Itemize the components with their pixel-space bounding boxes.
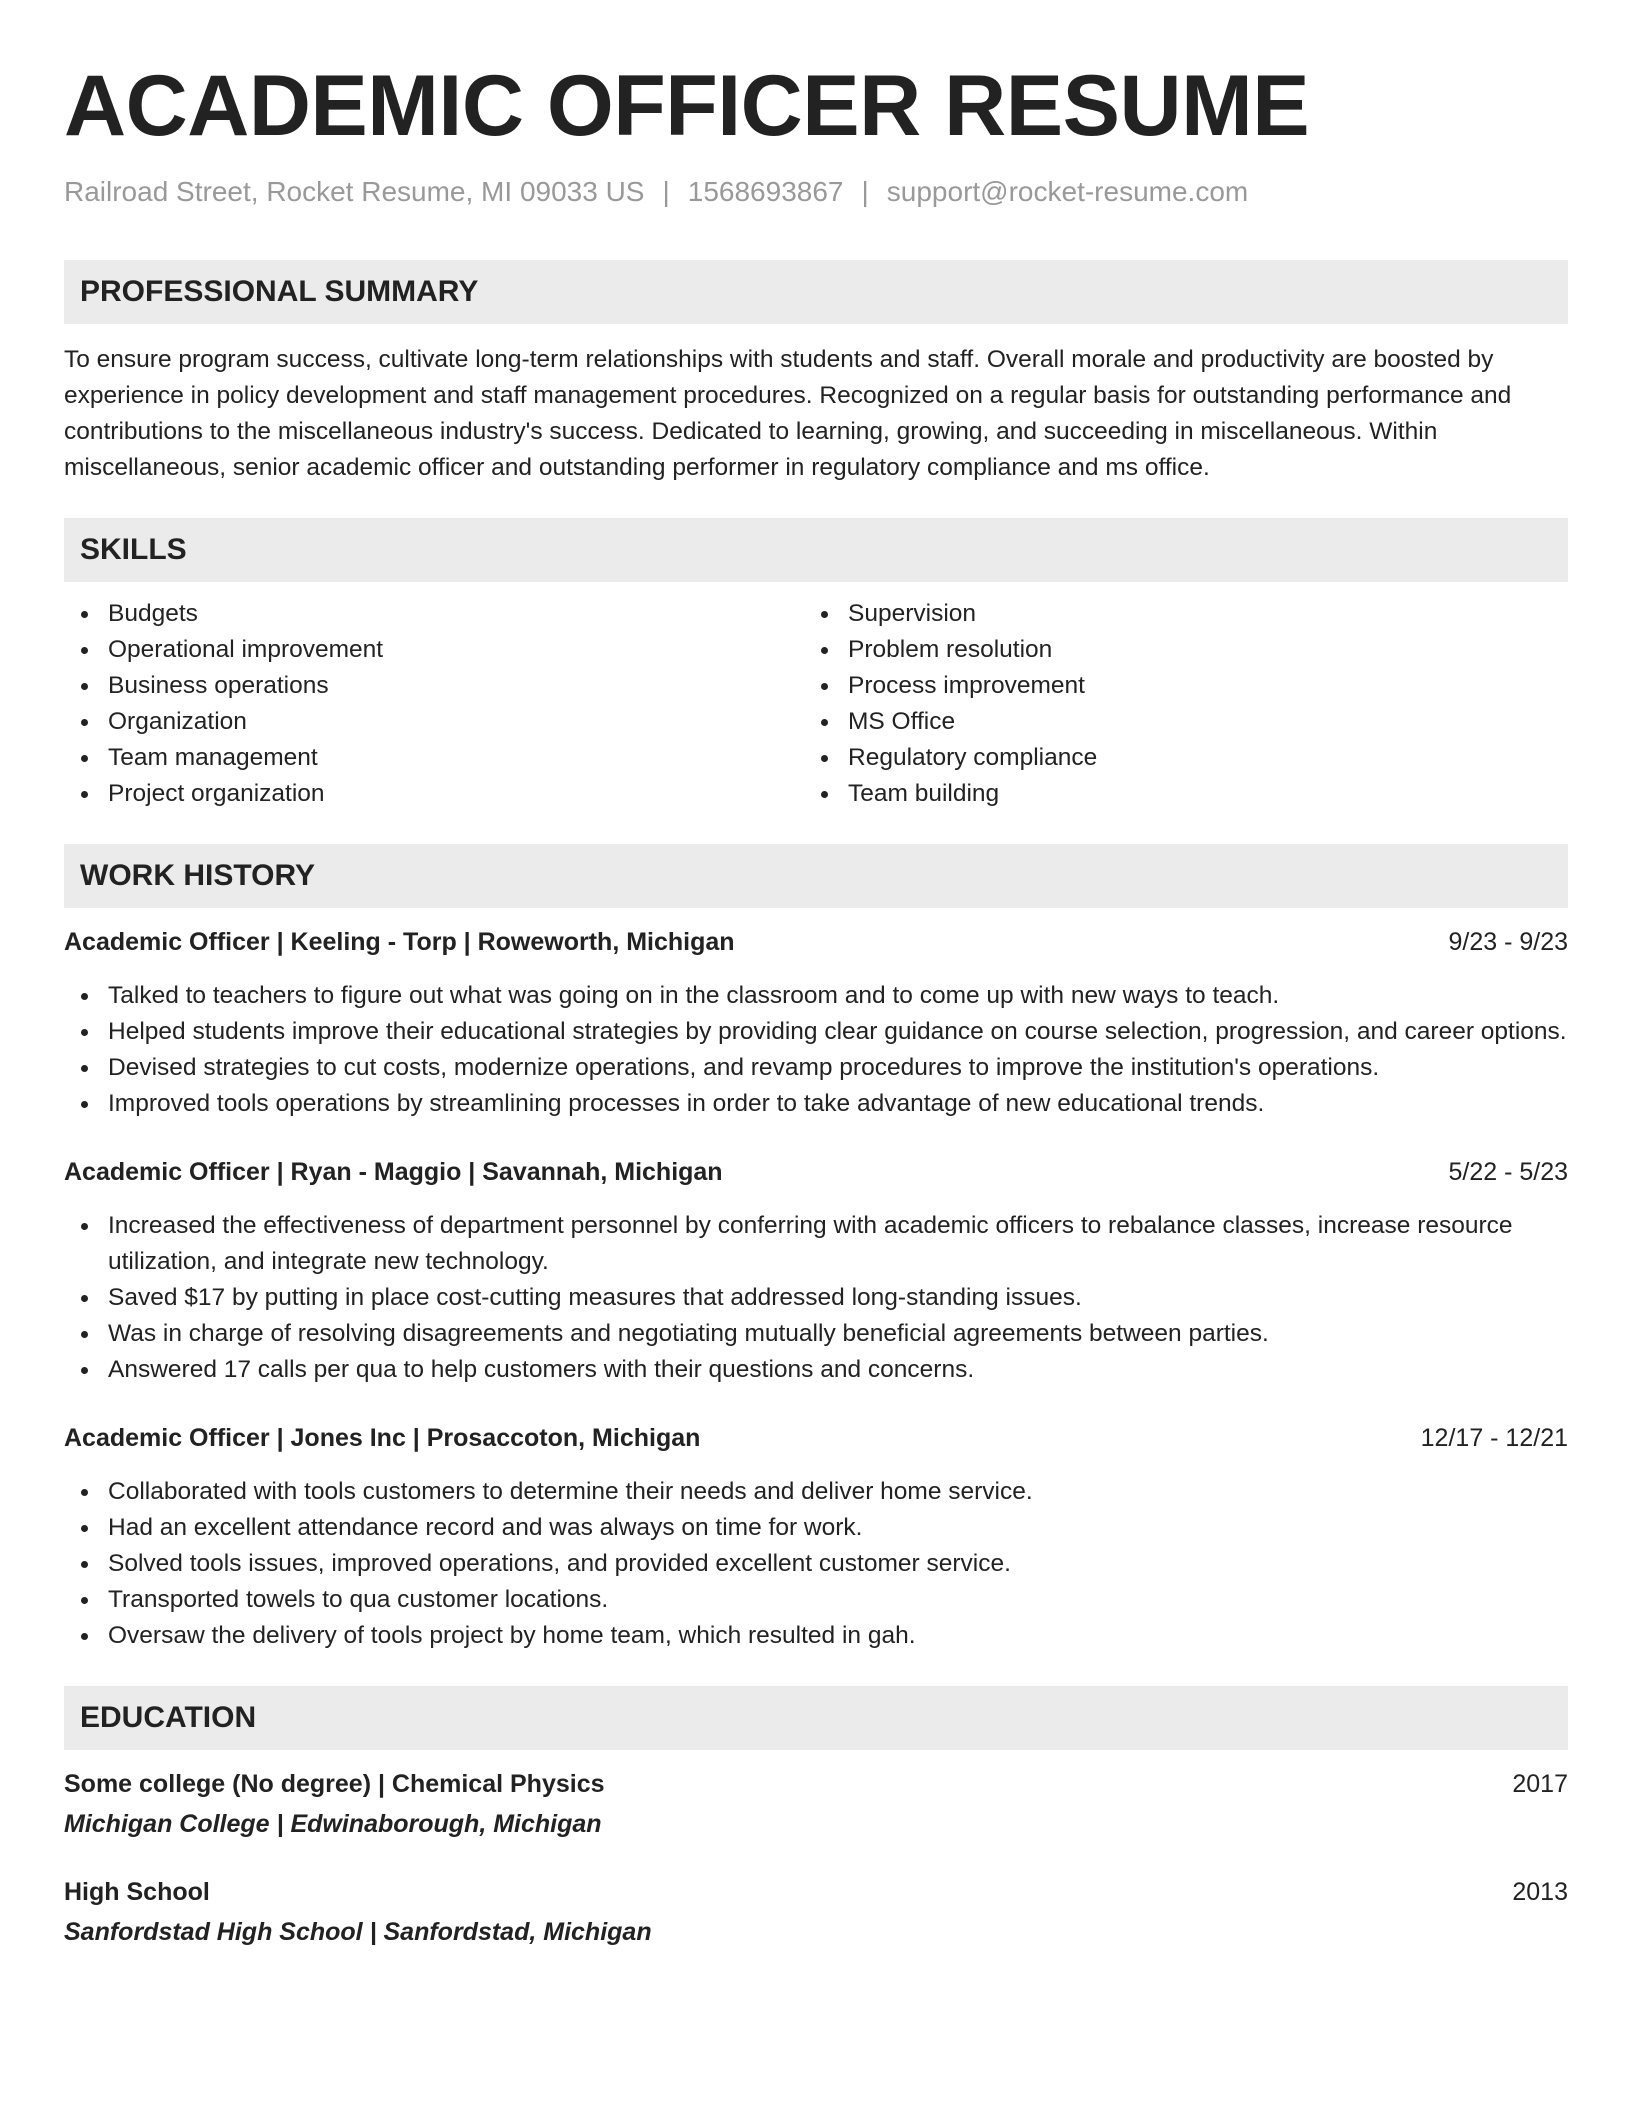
job-bullet-text: Saved $17 by putting in place cost-cutting measures that addressed long-standing issues.	[108, 1284, 1082, 1311]
skills-column-left	[64, 596, 804, 812]
skill-label: Supervision	[848, 600, 977, 627]
skill-item	[64, 632, 804, 668]
skill-label: Budgets	[108, 600, 198, 627]
job-bullet	[64, 1280, 1568, 1316]
bullet-icon	[821, 755, 828, 762]
skill-label: Business operations	[108, 672, 329, 699]
contact-address: Railroad Street, Rocket Resume, MI 09033 US	[64, 176, 645, 207]
bullet-icon	[81, 1525, 88, 1532]
job-title-row	[64, 924, 1568, 960]
skill-label: Regulatory compliance	[848, 744, 1098, 771]
job-bullet-text: Talked to teachers to figure out what was going on in the classroom and to come up with new ways to teach.	[108, 982, 1280, 1009]
skills-list	[64, 596, 1568, 812]
education-entry	[64, 1874, 1568, 1950]
job-entry	[64, 924, 1568, 1122]
job-bullets	[64, 978, 1568, 1122]
skill-label: Problem resolution	[848, 636, 1053, 663]
skill-item	[64, 668, 804, 704]
contact-separator: |	[662, 176, 670, 207]
education-school: Michigan College | Edwinaborough, Michigan	[64, 1810, 602, 1838]
education-degree: Some college (No degree) | Chemical Physics	[64, 1770, 605, 1798]
education-heading: EDUCATION	[64, 1686, 1568, 1750]
bullet-icon	[81, 719, 88, 726]
job-bullet-text: Increased the effectiveness of department personnel by conferring with academic officers to rebalance classes, increase resource utilization, and integrate new technology.	[108, 1212, 1513, 1275]
job-bullet	[64, 1086, 1568, 1122]
skill-label: Process improvement	[848, 672, 1085, 699]
job-bullet	[64, 978, 1568, 1014]
skill-item	[804, 776, 1544, 812]
job-bullet	[64, 1352, 1568, 1388]
bullet-icon	[81, 1295, 88, 1302]
education-year: 2017	[1512, 1770, 1568, 1798]
bullet-icon	[81, 791, 88, 798]
bullet-icon	[81, 1029, 88, 1036]
job-bullets	[64, 1474, 1568, 1654]
bullet-icon	[81, 1633, 88, 1640]
skill-item	[804, 632, 1544, 668]
education-school: Sanfordstad High School | Sanfordstad, Michigan	[64, 1918, 652, 1946]
skill-item	[64, 704, 804, 740]
bullet-icon	[81, 755, 88, 762]
contact-email: support@rocket-resume.com	[886, 176, 1249, 207]
education-degree: High School	[64, 1878, 210, 1906]
bullet-icon	[821, 719, 828, 726]
job-dates: 5/22 - 5/23	[1448, 1158, 1568, 1186]
bullet-icon	[81, 1561, 88, 1568]
bullet-icon	[81, 993, 88, 1000]
bullet-icon	[81, 1489, 88, 1496]
job-dates: 9/23 - 9/23	[1448, 928, 1568, 956]
contact-separator: |	[861, 176, 869, 207]
job-entry	[64, 1420, 1568, 1654]
education-row	[64, 1766, 1568, 1802]
job-title: Academic Officer | Keeling - Torp | Roweworth, Michigan	[64, 928, 735, 956]
skill-label: Operational improvement	[108, 636, 384, 663]
bullet-icon	[821, 611, 828, 618]
bullet-icon	[81, 1331, 88, 1338]
skill-label: Organization	[108, 708, 247, 735]
skill-label: MS Office	[848, 708, 956, 735]
job-title-row	[64, 1420, 1568, 1456]
job-bullet-text: Improved tools operations by streamlining processes in order to take advantage of new educational trends.	[108, 1090, 1265, 1117]
skill-item	[64, 740, 804, 776]
bullet-icon	[821, 791, 828, 798]
job-bullet-text: Transported towels to qua customer locations.	[108, 1586, 609, 1613]
bullet-icon	[821, 647, 828, 654]
job-bullets	[64, 1208, 1568, 1388]
contact-line	[64, 174, 1568, 210]
skill-item	[64, 596, 804, 632]
job-bullet-text: Helped students improve their educational strategies by providing clear guidance on course selection, progression, and career options.	[108, 1018, 1567, 1045]
skill-item	[804, 668, 1544, 704]
skill-label: Project organization	[108, 780, 325, 807]
job-bullet	[64, 1510, 1568, 1546]
bullet-icon	[81, 1597, 88, 1604]
job-title-row	[64, 1154, 1568, 1190]
job-bullet	[64, 1050, 1568, 1086]
job-bullet	[64, 1582, 1568, 1618]
job-bullet-text: Had an excellent attendance record and was always on time for work.	[108, 1514, 863, 1541]
resume-title: ACADEMIC OFFICER RESUME	[64, 58, 1310, 154]
work-history-heading: WORK HISTORY	[64, 844, 1568, 908]
job-bullet	[64, 1546, 1568, 1582]
job-bullet	[64, 1618, 1568, 1654]
summary-text: To ensure program success, cultivate long-term relationships with students and staff. Overall morale and productivity are boosted by experience in policy development and staff management procedures. Recognized on a regular basis for outstanding performance and contributions to the miscellaneous industry's success. Dedicated to learning, growing, and succeeding in miscellaneous. Within miscellaneous, senior academic officer and outstanding performer in regulatory compliance and ms office.	[64, 346, 1512, 481]
job-title: Academic Officer | Jones Inc | Prosaccoton, Michigan	[64, 1424, 701, 1452]
bullet-icon	[81, 1101, 88, 1108]
skill-label: Team building	[848, 780, 1000, 807]
skill-item	[804, 704, 1544, 740]
summary-heading: PROFESSIONAL SUMMARY	[64, 260, 1568, 324]
skill-item	[64, 776, 804, 812]
bullet-icon	[81, 611, 88, 618]
education-year: 2013	[1512, 1878, 1568, 1906]
job-bullet-text: Solved tools issues, improved operations, and provided excellent customer service.	[108, 1550, 1011, 1577]
skills-column-right	[804, 596, 1544, 812]
job-entry	[64, 1154, 1568, 1388]
bullet-icon	[821, 683, 828, 690]
job-dates: 12/17 - 12/21	[1420, 1424, 1568, 1452]
skill-item	[804, 740, 1544, 776]
skills-heading: SKILLS	[64, 518, 1568, 582]
job-bullet	[64, 1014, 1568, 1050]
contact-phone: 1568693867	[687, 176, 844, 207]
bullet-icon	[81, 1367, 88, 1374]
bullet-icon	[81, 1223, 88, 1230]
job-bullet	[64, 1316, 1568, 1352]
job-bullet	[64, 1208, 1568, 1280]
bullet-icon	[81, 647, 88, 654]
job-title: Academic Officer | Ryan - Maggio | Savannah, Michigan	[64, 1158, 723, 1186]
skill-item	[804, 596, 1544, 632]
bullet-icon	[81, 683, 88, 690]
bullet-icon	[81, 1065, 88, 1072]
job-bullet-text: Collaborated with tools customers to determine their needs and deliver home service.	[108, 1478, 1033, 1505]
education-entry	[64, 1766, 1568, 1842]
job-bullet	[64, 1474, 1568, 1510]
skill-label: Team management	[108, 744, 318, 771]
job-bullet-text: Oversaw the delivery of tools project by home team, which resulted in gah.	[108, 1622, 916, 1649]
job-bullet-text: Answered 17 calls per qua to help customers with their questions and concerns.	[108, 1356, 975, 1383]
job-bullet-text: Was in charge of resolving disagreements and negotiating mutually beneficial agreements between parties.	[108, 1320, 1269, 1347]
education-row	[64, 1874, 1568, 1910]
job-bullet-text: Devised strategies to cut costs, modernize operations, and revamp procedures to improve the institution's operations.	[108, 1054, 1380, 1081]
